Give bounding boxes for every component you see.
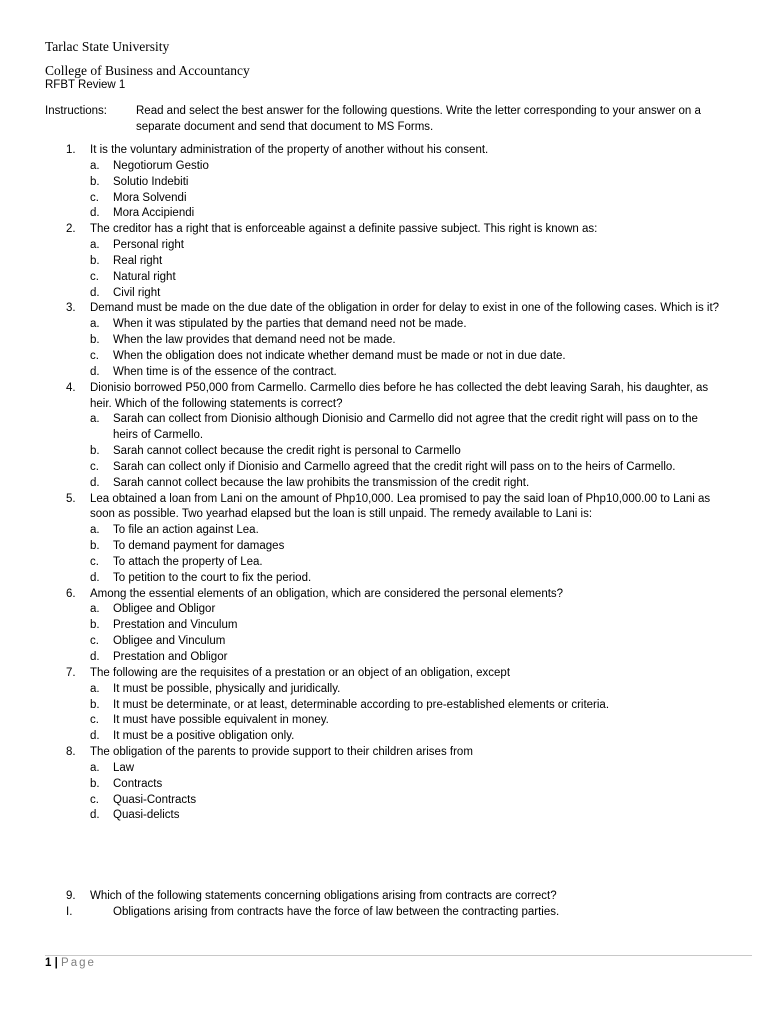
page-footer <box>45 955 752 969</box>
answer-option <box>0 476 720 492</box>
option-letter: b. <box>90 334 100 347</box>
answer-option <box>0 317 720 333</box>
option-letter: a. <box>90 603 100 616</box>
option-text: Civil right <box>113 286 161 299</box>
option-letter: b. <box>90 540 100 553</box>
option-letter: d. <box>90 365 100 378</box>
question-text: Which of the following statements concerning obligations arising from contracts are correct? <box>90 890 557 903</box>
answer-option <box>0 191 720 207</box>
answer-option <box>0 602 720 618</box>
option-text: Quasi-Contracts <box>113 793 197 806</box>
option-letter: a. <box>90 682 100 695</box>
question-number: 1. <box>66 144 76 156</box>
option-text: It must have possible equivalent in money. <box>113 714 329 727</box>
answer-option <box>0 808 720 824</box>
question-text: The following are the requisites of a prestation or an object of an obligation, except <box>90 666 511 679</box>
option-letter: a. <box>90 159 100 172</box>
option-text: Law <box>113 761 135 774</box>
option-text: When time is of the essence of the contract. <box>113 365 337 378</box>
option-text: To demand payment for damages <box>113 540 285 553</box>
option-text: Quasi-delicts <box>113 809 180 822</box>
answer-option <box>0 159 720 175</box>
option-text: When the law provides that demand need not be made. <box>113 334 396 347</box>
question-item <box>0 143 720 159</box>
option-text: Mora Accipiendi <box>113 207 195 220</box>
option-letter: c. <box>90 191 99 204</box>
option-letter: c. <box>90 460 99 473</box>
question-text: The creditor has a right that is enforceable against a definite passive subject. This right is known as: <box>90 223 598 236</box>
question-item <box>0 745 720 761</box>
option-text: Contracts <box>113 777 163 790</box>
answer-option <box>0 254 720 270</box>
question-number: 2. <box>66 223 76 236</box>
answer-option <box>0 555 720 571</box>
question-text: Demand must be made on the due date of the obligation in order for delay to exist in one of the following cases. Which is it? <box>90 302 720 315</box>
question-number: 5. <box>66 492 76 505</box>
question-number: 3. <box>66 302 76 315</box>
answer-option <box>0 286 720 302</box>
option-text: Prestation and Obligor <box>113 651 228 663</box>
college-name: College of Business and Accountancy <box>45 63 250 78</box>
question-number: 8. <box>66 746 76 759</box>
option-text: Solutio Indebiti <box>113 175 189 188</box>
option-letter: d. <box>90 809 100 822</box>
option-text: Obligee and Vinculum <box>113 635 226 648</box>
question-number: 4. <box>66 381 76 394</box>
page-word: Page <box>61 957 96 969</box>
answer-option <box>0 444 720 460</box>
option-text: It must be possible, physically and juridically. <box>113 682 341 695</box>
answer-option <box>0 682 720 698</box>
option-text: To petition to the court to fix the period. <box>113 571 312 584</box>
option-letter: b. <box>90 445 100 458</box>
option-letter: d. <box>90 571 100 584</box>
answer-option <box>0 333 720 349</box>
answer-option <box>0 793 720 809</box>
instructions-label: Instructions: <box>45 105 107 117</box>
answer-option <box>0 905 720 921</box>
option-letter: c. <box>90 270 99 283</box>
option-text: Personal right <box>113 239 184 252</box>
option-letter: c. <box>90 349 99 362</box>
answer-option <box>0 460 720 476</box>
answer-option <box>0 523 720 539</box>
answer-option <box>0 270 720 286</box>
option-text: Obligee and Obligor <box>113 603 216 616</box>
option-letter: c. <box>90 793 99 806</box>
answer-option <box>0 698 720 714</box>
page-number: 1 <box>45 957 52 969</box>
option-letter: b. <box>90 619 100 632</box>
answer-option <box>0 650 720 666</box>
option-letter: c. <box>90 635 99 648</box>
answer-option <box>0 761 720 777</box>
option-text: Mora Solvendi <box>113 191 187 204</box>
question-text: Lea obtained a loan from Lani on the amount of Php10,000. Lea promised to pay the said loan of Php10,000.00 to Lani as soon as possible. Two yearhad elapsed but the loan is still unpaid. The remedy available to Lani is: <box>90 492 711 521</box>
option-letter: d. <box>90 286 100 299</box>
option-text: It must be determinate, or at least, determinable according to pre-established elements or criteria. <box>113 698 610 711</box>
question-text: It is the voluntary administration of the property of another without his consent. <box>90 144 489 156</box>
question-text: Among the essential elements of an obligation, which are considered the personal elements? <box>90 587 564 600</box>
option-text: Sarah can collect from Dionisio although Dionisio and Carmello did not agree that the credit right will pass on to the heirs of Carmello. <box>113 413 698 442</box>
option-letter: a. <box>90 761 100 774</box>
option-letter: a. <box>90 413 100 426</box>
answer-option <box>0 412 720 444</box>
question-number: 6. <box>66 587 76 600</box>
option-text: It must be a positive obligation only. <box>113 730 295 743</box>
option-text: When it was stipulated by the parties that demand need not be made. <box>113 318 467 331</box>
option-letter: c. <box>90 555 99 568</box>
option-text: When the obligation does not indicate whether demand must be made or not in due date. <box>113 349 566 362</box>
page-gap <box>0 824 768 889</box>
option-text: Prestation and Vinculum <box>113 619 238 632</box>
answer-option <box>0 729 720 745</box>
option-text: Natural right <box>113 270 176 283</box>
question-number: 9. <box>66 890 76 903</box>
question-list <box>0 143 768 921</box>
answer-option <box>0 238 720 254</box>
option-letter: a. <box>90 318 100 331</box>
option-text: Negotiorum Gestio <box>113 159 209 172</box>
option-letter: a. <box>90 239 100 252</box>
question-item <box>0 666 720 682</box>
option-letter: b. <box>90 777 100 790</box>
option-text: To file an action against Lea. <box>113 524 259 537</box>
option-text: Sarah cannot collect because the credit right is personal to Carmello <box>113 445 461 458</box>
instructions-text: Read and select the best answer for the following questions. Write the letter corresponding to your answer on a separate document and send that document to MS Forms. <box>136 105 701 133</box>
option-letter: I. <box>66 906 73 919</box>
option-text: Sarah cannot collect because the law prohibits the transmission of the credit right. <box>113 476 530 489</box>
answer-option <box>0 713 720 729</box>
option-letter: d. <box>90 207 100 220</box>
answer-option <box>0 349 720 365</box>
option-text: To attach the property of Lea. <box>113 555 263 568</box>
option-letter: c. <box>90 714 99 727</box>
option-letter: d. <box>90 651 100 663</box>
answer-option <box>0 365 720 381</box>
answer-option <box>0 634 720 650</box>
document-title: RFBT Review 1 <box>45 79 126 91</box>
option-letter: d. <box>90 730 100 743</box>
answer-option <box>0 175 720 191</box>
option-letter: b. <box>90 698 100 711</box>
option-letter: b. <box>90 175 100 188</box>
question-item <box>0 889 720 905</box>
answer-option <box>0 618 720 634</box>
option-text: Obligations arising from contracts have the force of law between the contracting parties. <box>113 906 560 919</box>
question-number: 7. <box>66 666 76 679</box>
question-item <box>0 381 720 413</box>
option-text: Real right <box>113 254 163 267</box>
option-letter: b. <box>90 254 100 267</box>
answer-option <box>0 206 720 222</box>
answer-option <box>0 539 720 555</box>
university-name: Tarlac State University <box>45 39 170 54</box>
question-item <box>0 301 720 317</box>
answer-option <box>0 777 720 793</box>
option-letter: d. <box>90 476 100 489</box>
question-item <box>0 492 720 524</box>
page-separator: | <box>54 957 58 969</box>
question-item <box>0 222 720 238</box>
option-text: Sarah can collect only if Dionisio and Carmello agreed that the credit right will pass on to the heirs of Carmello. <box>113 460 676 473</box>
question-item <box>0 587 720 603</box>
question-text: Dionisio borrowed P50,000 from Carmello. Carmello dies before he has collected the debt leaving Sarah, his daughter, as heir. Which of the following statements is correct? <box>90 381 709 410</box>
question-text: The obligation of the parents to provide support to their children arises from <box>90 746 473 759</box>
option-letter: a. <box>90 524 100 537</box>
answer-option <box>0 571 720 587</box>
